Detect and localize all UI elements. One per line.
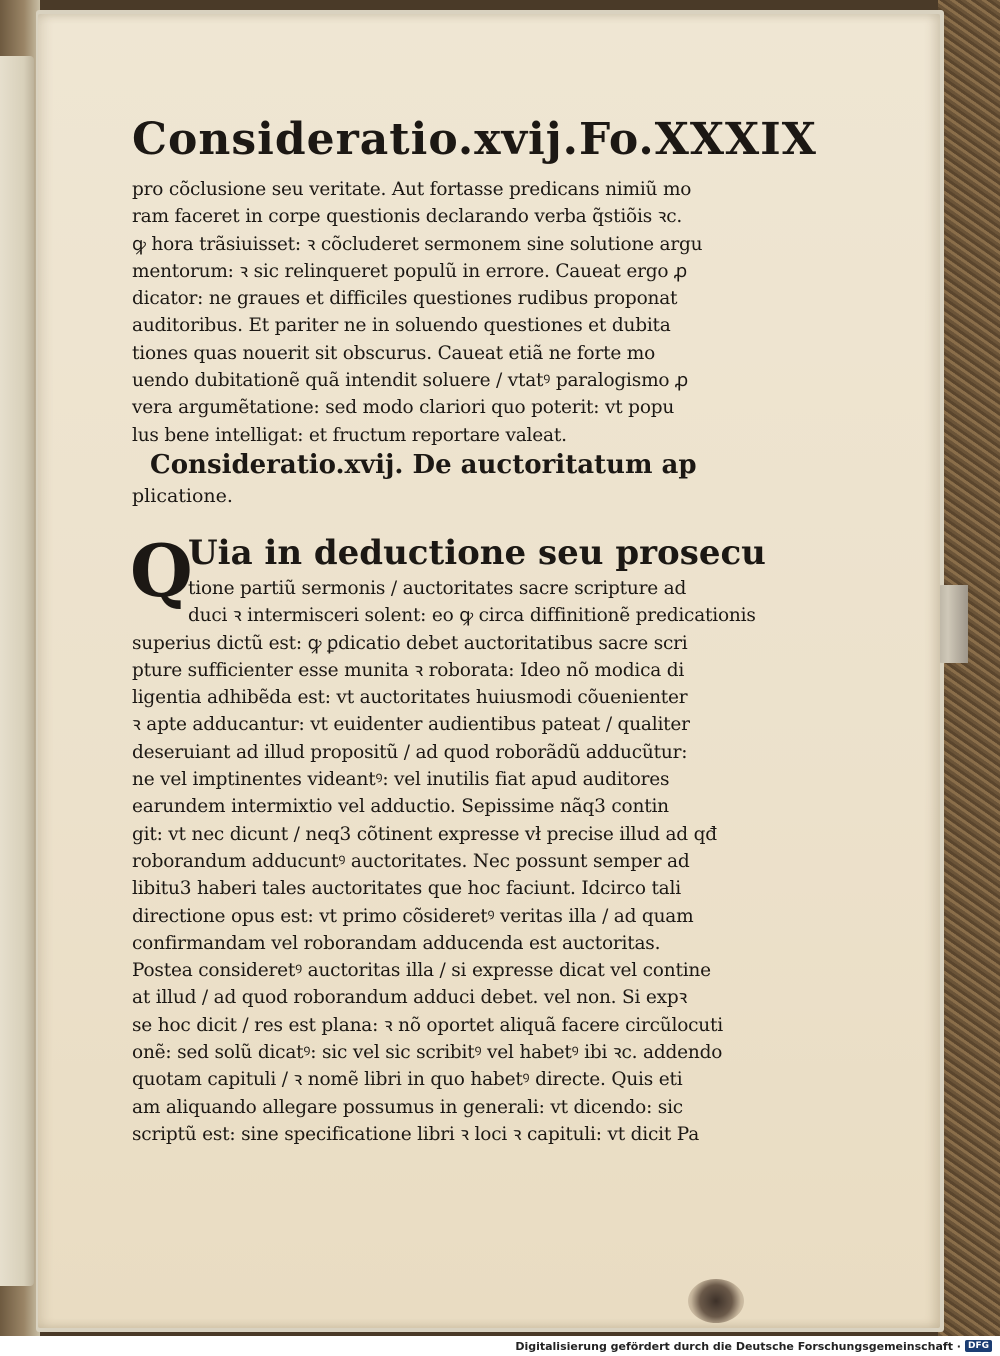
text-line: scriptũ est: sine specificatione libri ꝛ loci ꝛ capituli: vt dicit Pa (132, 1123, 700, 1145)
text-line: se hoc dicit / res est plana: ꝛ nõ oportet aliquã facere circũlocuti (132, 1014, 723, 1036)
text-line: ꝛ apte adducantur: vt euidenter audientibus pateat / qualiter (132, 714, 690, 736)
funding-credit: Digitalisierung gefördert durch die Deutsche Forschungsgemeinschaft · (515, 1339, 961, 1353)
text-line: superius dictũ est: ꝙ ꝑdicatio debet auctoritatibus sacre scri (132, 632, 688, 654)
initial-letter: Q (130, 527, 193, 613)
text-line: ne vel imptinentes videantꝰ: vel inutilis fiat apud auditores (132, 769, 670, 791)
text-line: auditoribus. Et pariter ne in soluendo questiones et dubita (132, 315, 671, 337)
book-cover-right (938, 0, 1000, 1336)
text-line: pro cõclusione seu veritate. Aut fortasse predicans nimiũ mo (132, 179, 692, 200)
text-line: pture sufficienter esse munita ꝛ roborata: Ideo nõ modica di (132, 659, 685, 681)
text-line: duci ꝛ intermisceri solent: eo ꝙ circa diffinitionẽ predicationis (188, 605, 756, 627)
text-line: am aliquando allegare possumus in generali: vt dicendo: sic (132, 1096, 683, 1118)
text-line: uendo dubitationẽ quã intendit soluere / vtatꝰ paralogismo ꝓ (132, 370, 689, 392)
section-heading: Consideratio.xvij. De auctoritatum ap (150, 449, 697, 480)
text-line: ꝙ hora trãsiuisset: ꝛ cõcluderet sermonem sine solutione argu (132, 233, 703, 255)
text-line: git: vt nec dicunt / neq3 cõtinent expresse vł precise illud ad qđ (132, 823, 717, 845)
text-line: earundem intermixtio vel adductio. Sepissime nãq3 contin (132, 796, 669, 818)
text-line: onẽ: sed solũ dicatꝰ: sic vel sic scribitꝰ vel habetꝰ ibi ꝛc. addendo (132, 1042, 723, 1064)
section-heading-continued: plicatione. (132, 484, 233, 507)
page-text (130, 110, 817, 1148)
opening-line: Uia in deductione seu prosecu (188, 532, 766, 573)
paragraph-1 (132, 176, 742, 449)
text-line: quotam capituli / ꝛ nomẽ libri in quo habetꝰ directe. Quis eti (132, 1069, 683, 1091)
text-line: at illud / ad quod roborandum adduci debet. vel non. Si expꝛ (132, 987, 688, 1009)
text-line: directione opus est: vt primo cõsideretꝰ veritas illa / ad quam (132, 905, 694, 927)
running-head-title: Consideratio.xvij. (132, 114, 579, 165)
digitization-credit-bar (0, 1336, 1000, 1356)
text-line: tiones quas nouerit sit obscurus. Caueat etiã ne forte mo (132, 342, 656, 364)
dfg-logo: DFG (965, 1340, 992, 1352)
text-line: ram faceret in corpe questionis declarando verba q̃stiõis ꝛc. (132, 206, 683, 228)
left-page-edge (0, 56, 34, 1286)
text-line: confirmandam vel roborandam adducenda est auctoritas. (132, 932, 661, 954)
text-line: roborandum adducuntꝰ auctoritates. Nec possunt semper ad (132, 850, 690, 872)
text-line: lus bene intelligat: et fructum reportare valeat. (132, 424, 567, 446)
ink-stain (688, 1279, 744, 1323)
paragraph-2 (130, 527, 766, 1148)
text-line: tione partiũ sermonis / auctoritates sacre scripture ad (188, 577, 687, 599)
text-line: libitu3 haberi tales auctoritates que hoc faciunt. Idcirco tali (132, 878, 681, 900)
running-head (132, 110, 817, 170)
text-line: Postea consideretꝰ auctoritas illa / si expresse dicat vel contine (132, 960, 711, 982)
text-line: mentorum: ꝛ sic relinqueret populũ in errore. Caueat ergo ꝓ (132, 260, 687, 282)
text-line: vera argumẽtatione: sed modo clariori quo poterit: vt popu (132, 397, 675, 419)
text-line: deseruiant ad illud propositũ / ad quod roborãdũ adducũtur: (132, 741, 688, 763)
text-line: dicator: ne graues et difficiles questiones rudibus proponat (132, 288, 678, 310)
text-line: ligentia adhibẽda est: vt auctoritates huiusmodi cõuenienter (132, 687, 688, 709)
folio-number: Fo.XXXIX (578, 114, 817, 165)
